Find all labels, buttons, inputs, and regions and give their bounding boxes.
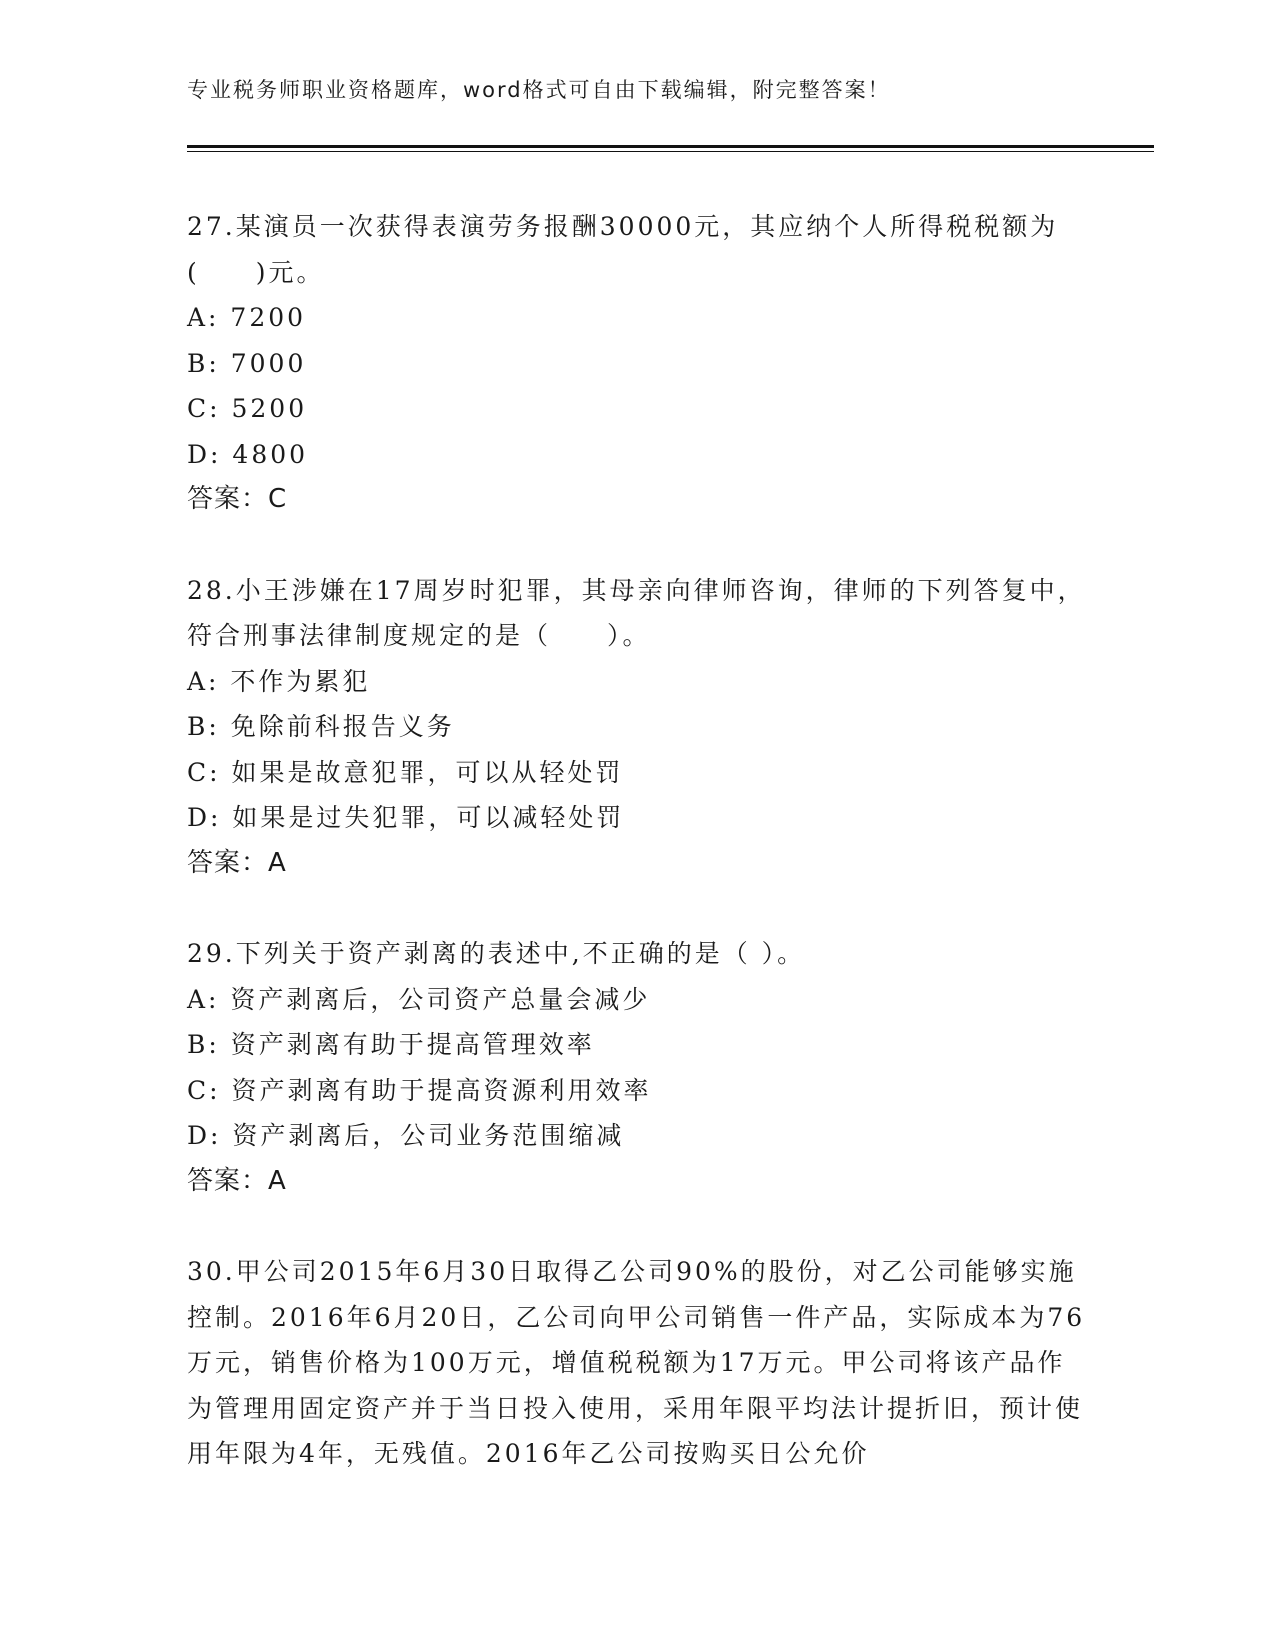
page-header: 专业税务师职业资格题库，word格式可自由下载编辑，附完整答案！ [187,78,891,102]
question-stem: 29.下列关于资产剥离的表述中,不正确的是（ ）。 [187,939,806,968]
option-b: B: 资产剥离有助于提高管理效率 [187,1030,595,1059]
question-list [187,204,1087,1522]
answer-line: 答案：A [187,847,287,878]
question-stem: 28.小王涉嫌在17周岁时犯罪，其母亲向律师咨询，律师的下列答复中，符合刑事法律制度规定的是（ ）。 [187,575,1086,650]
option-c: C: 资产剥离有助于提高资源利用效率 [187,1075,652,1105]
answer-line: 答案：A [187,1165,287,1196]
question-28 [187,568,1087,887]
question-27 [187,204,1087,523]
header-rule-thin [187,151,1154,152]
option-c: C: 如果是故意犯罪，可以从轻处罚 [187,757,624,787]
option-a: A: 资产剥离后，公司资产总量会减少 [187,984,651,1014]
question-29 [187,931,1087,1204]
question-stem: 30.甲公司2015年6月30日取得乙公司90%的股份，对乙公司能够实施控制。2016年6月20日，乙公司向甲公司销售一件产品，实际成本为76万元，销售价格为100万元，增值税税额为17万元。甲公司将该产品作为管理用固定资产并于当日投入使用，采用年限平均法计提折旧，预计使用年限为4年，无残值。2016年乙公司按购买日公允价 [187,1257,1086,1468]
option-b: B: 免除前科报告义务 [187,712,455,741]
header-rule-thick [187,145,1154,148]
question-stem: 27.某演员一次获得表演劳务报酬30000元，其应纳个人所得税税额为( )元。 [187,212,1059,287]
option-d: D: 4800 [187,439,309,469]
option-c: C: 5200 [187,394,308,423]
option-b: B: 7000 [187,348,307,378]
option-d: D: 资产剥离后，公司业务范围缩减 [187,1121,625,1150]
option-d: D: 如果是过失犯罪，可以减轻处罚 [187,803,625,832]
option-a: A: 7200 [187,303,307,332]
option-a: A: 不作为累犯 [187,666,371,696]
question-30 [187,1249,1087,1477]
answer-line: 答案：C [187,484,288,514]
